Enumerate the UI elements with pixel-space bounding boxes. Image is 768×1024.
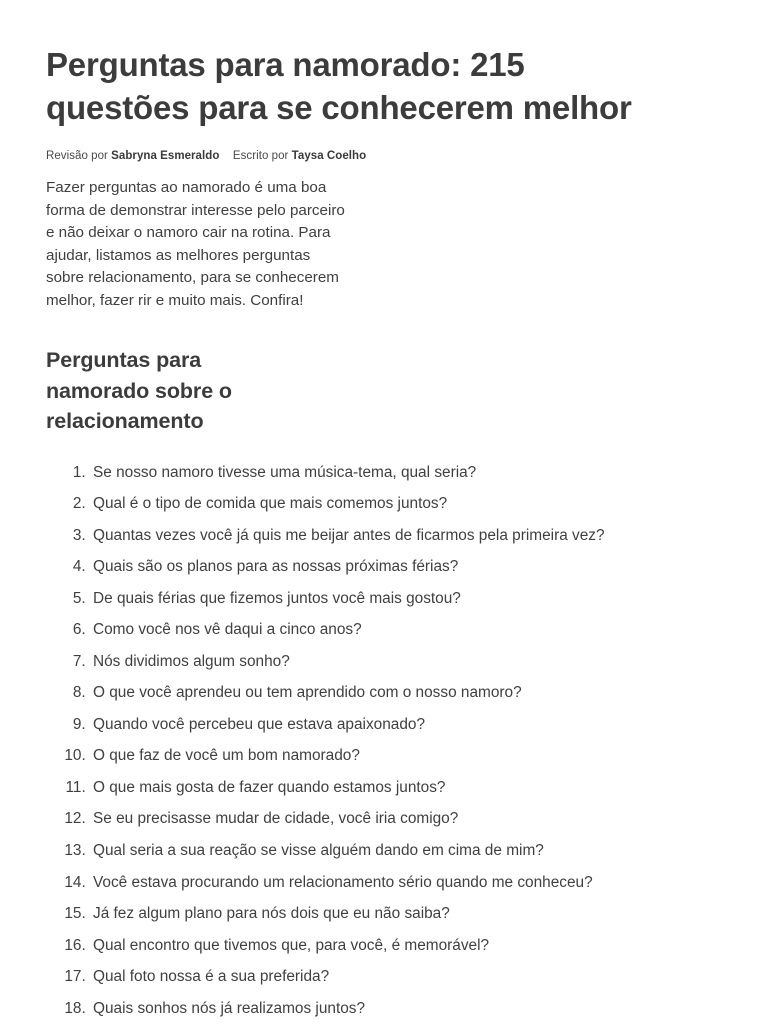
list-item: 17. Qual foto nossa é a sua preferida?	[90, 965, 670, 989]
list-item: 1. Se nosso namoro tivesse uma música-tema, qual seria?	[90, 461, 670, 485]
page-title: Perguntas para namorado: 215 questões para se conhecerem melhor	[46, 46, 632, 126]
byline	[46, 149, 722, 164]
question-list	[46, 461, 670, 1021]
list-item: 9. Quando você percebeu que estava apaixonado?	[90, 713, 670, 737]
list-item: 6. Como você nos vê daqui a cinco anos?	[90, 618, 670, 642]
list-item: 14. Você estava procurando um relacionamento sério quando me conheceu?	[90, 871, 670, 895]
list-item: 4. Quais são os planos para as nossas próximas férias?	[90, 555, 670, 579]
list-item: 18. Quais sonhos nós já realizamos juntos?	[90, 997, 670, 1021]
section-heading: Perguntas para namorado sobre o relacionamento	[46, 348, 232, 434]
list-item: 13. Qual seria a sua reação se visse alguém dando em cima de mim?	[90, 839, 670, 863]
intro-paragraph: Fazer perguntas ao namorado é uma boa forma de demonstrar interesse pelo parceiro e não deixar o namoro cair na rotina. Para ajudar, listamos as melhores perguntas sobre relacionamento, para se conhecerem melhor, fazer rir e muito mais. Confira!	[46, 179, 345, 309]
list-item: 15. Já fez algum plano para nós dois que eu não saiba?	[90, 902, 670, 926]
list-item: 11. O que mais gosta de fazer quando estamos juntos?	[90, 776, 670, 800]
list-item: 5. De quais férias que fizemos juntos você mais gostou?	[90, 587, 670, 611]
byline-review-label: Revisão por	[46, 150, 108, 163]
byline-author-label: Escrito por	[232, 150, 289, 163]
list-item: 16. Qual encontro que tivemos que, para você, é memorável?	[90, 934, 670, 958]
byline-reviewer-name: Sabryna Esmeraldo	[111, 150, 220, 163]
list-item: 2. Qual é o tipo de comida que mais comemos juntos?	[90, 492, 670, 516]
list-item: 3. Quantas vezes você já quis me beijar antes de ficarmos pela primeira vez?	[90, 524, 670, 548]
list-item: 8. O que você aprendeu ou tem aprendido com o nosso namoro?	[90, 681, 670, 705]
list-item: 7. Nós dividimos algum sonho?	[90, 650, 670, 674]
list-item: 12. Se eu precisasse mudar de cidade, você iria comigo?	[90, 807, 670, 831]
byline-author-name: Taysa Coelho	[291, 150, 367, 163]
list-item: 10. O que faz de você um bom namorado?	[90, 744, 670, 768]
